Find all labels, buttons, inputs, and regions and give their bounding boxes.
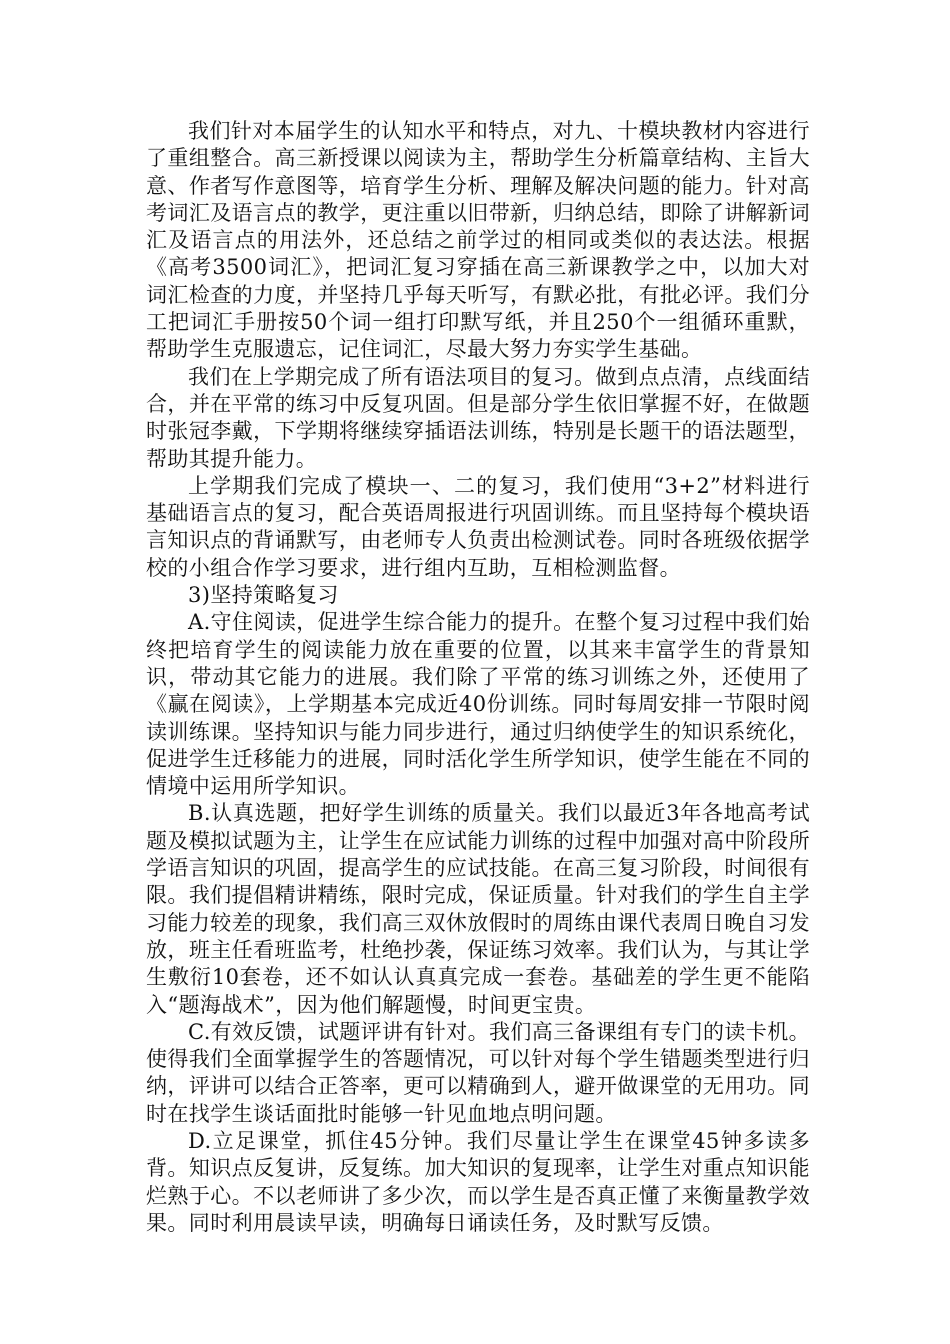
strategy-a-reading: A.守住阅读，促进学生综合能力的提升。在整个复习过程中我们始终把培育学生的阅读能力放在重要的位置，以其来丰富学生的背景知识，带动其它能力的进展。我们除了平常的练习训练之外，还使用了《赢在阅读》，上学期基本完成近40份训练。同时每周安排一节限时阅读训练课。坚持知识与能力同步进行，通过归纳使学生的知识系统化，促进学生迁移能力的进展，同时活化学生所学知识，使学生能在不同的情境中运用所学知识。 <box>146 610 810 799</box>
paragraph-vocabulary: 我们针对本届学生的认知水平和特点，对九、十模块教材内容进行了重组整合。高三新授课以阅读为主，帮助学生分析篇章结构、主旨大意、作者写作意图等，培育学生分析、理解及解决问题的能力。针对高考词汇及语言点的教学，更注重以旧带新，归纳总结，即除了讲解新词汇及语言点的用法外，还总结之前学过的相同或类似的表达法。根据《高考3500词汇》，把词汇复习穿插在高三新课教学之中，以加大对词汇检查的力度，并坚持几乎每天听写，有默必批，有批必评。我们分工把词汇手册按50个词一组打印默写纸，并且250个一组循环重默，帮助学生克服遗忘，记住词汇，尽最大努力夯实学生基础。 <box>146 119 810 362</box>
strategy-b-selection: B.认真选题，把好学生训练的质量关。我们以最近3年各地高考试题及模拟试题为主，让学生在应试能力训练的过程中加强对高中阶段所学语言知识的巩固，提高学生的应试技能。在高三复习阶段，时间很有限。我们提倡精讲精练，限时完成，保证质量。针对我们的学生自主学习能力较差的现象，我们高三双休放假时的周练由课代表周日晚自习发放，班主任看班监考，杜绝抄袭，保证练习效率。我们认为，与其让学生敷衍10套卷，还不如认认真真完成一套卷。基础差的学生更不能陷入“题海战术”，因为他们解题慢，时间更宝贵。 <box>146 801 810 1017</box>
strategy-d-classroom: D.立足课堂，抓住45分钟。我们尽量让学生在课堂45钟多读多背。知识点反复讲，反复练。加大知识的复现率，让学生对重点知识能烂熟于心。不以老师讲了多少次，而以学生是否真正懂了来衡量教学效果。同时利用晨读早读，明确每日诵读任务，及时默写反馈。 <box>146 1128 810 1235</box>
strategy-c-feedback: C.有效反馈，试题评讲有针对。我们高三备课组有专门的读卡机。使得我们全面掌握学生的答题情况，可以针对每个学生错题类型进行归纳，评讲可以结合正答率，更可以精确到人，避开做课堂的无用功。同时在找学生谈话面批时能够一针见血地点明问题。 <box>146 1019 810 1126</box>
document-page <box>146 118 810 1237</box>
section-heading: 3)坚持策略复习 <box>188 583 339 608</box>
paragraph-grammar: 我们在上学期完成了所有语法项目的复习。做到点点清，点线面结合，并在平常的练习中反复巩固。但是部分学生依旧掌握不好，在做题时张冠李戴，下学期将继续穿插语法训练，特别是长题干的语法题型，帮助其提升能力。 <box>146 364 810 471</box>
paragraph-modules: 上学期我们完成了模块一、二的复习，我们使用“3+2”材料进行基础语言点的复习，配合英语周报进行巩固训练。而且坚持每个模块语言知识点的背诵默写，由老师专人负责出检测试卷。同时各班级依据学校的小组合作学习要求，进行组内互助，互相检测监督。 <box>146 473 810 580</box>
